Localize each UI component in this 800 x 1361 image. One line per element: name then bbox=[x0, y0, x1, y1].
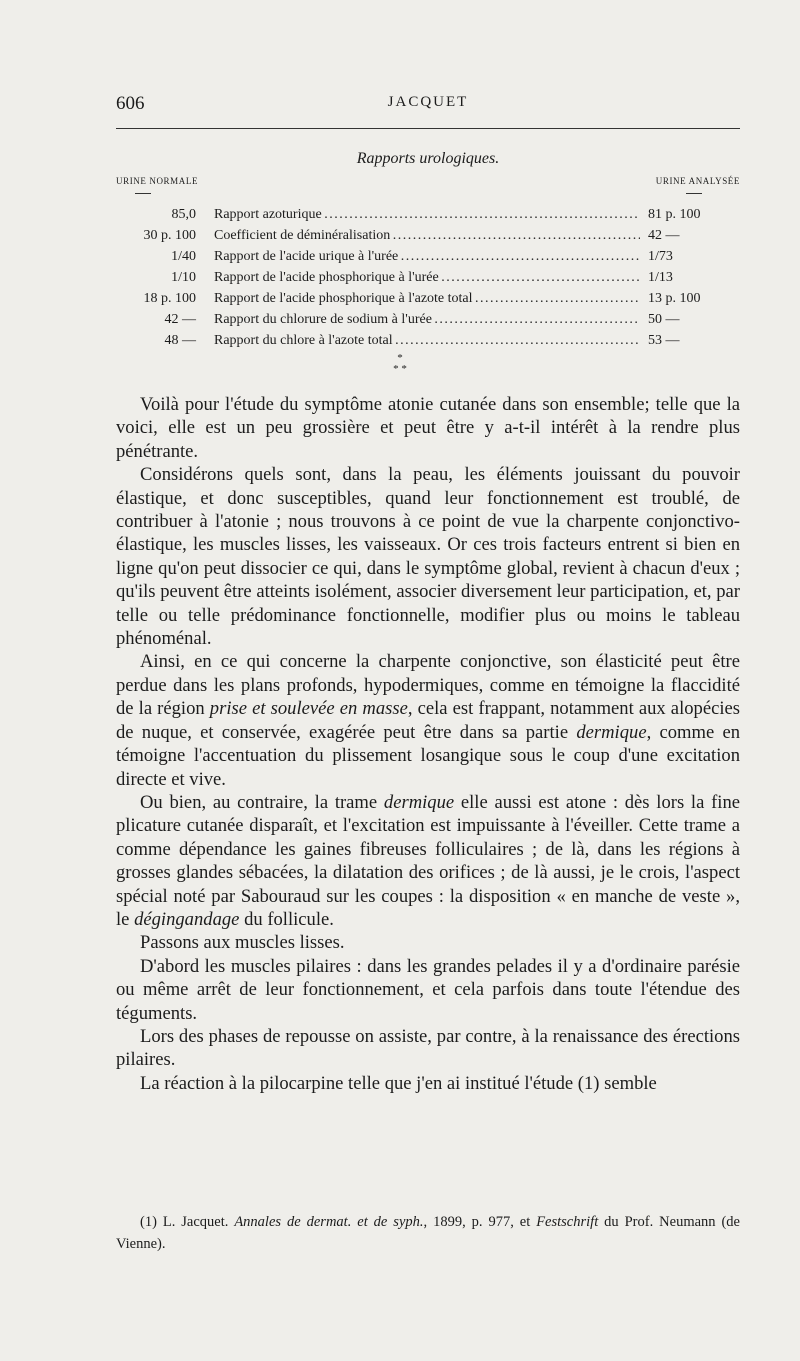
analysed-value: 13 p. 100 bbox=[648, 291, 701, 306]
column-dash-right bbox=[686, 193, 702, 194]
footnote: (1) L. Jacquet. Annales de dermat. et de syph., 1899, p. 977, et Festschrift du Prof. Neumann (de Vienne). bbox=[116, 1214, 740, 1252]
normal-value: 30 p. 100 bbox=[143, 228, 196, 243]
page-number: 606 bbox=[116, 93, 145, 114]
table-title: Rapports urologiques. bbox=[356, 150, 500, 167]
normal-value: 1/10 bbox=[171, 270, 196, 285]
paragraph: Ainsi, en ce qui concerne la charpente conjonctive, son élasticité peut être perdue dans les plans profonds, hypodermiques, comme en témoigne la flaccidité de la région prise et soulevée en masse, cela est frappant, notamment aux alopécies de nuque, et conservée, exagérée peut être dans sa partie dermique, comme en témoigne l'accentuation du plissement losangique sous le coup d'une excitation directe et vive. bbox=[116, 651, 740, 790]
table-row bbox=[116, 309, 740, 330]
analysed-value: 1/73 bbox=[648, 249, 673, 264]
emphasis: dermique bbox=[576, 721, 647, 743]
running-head bbox=[116, 93, 740, 119]
normal-value: 1/40 bbox=[171, 249, 196, 264]
table-row bbox=[116, 225, 740, 246]
column-header-normal: URINE NORMALE bbox=[116, 176, 199, 186]
paragraph: Lors des phases de repousse on assiste, par contre, à la renaissance des érections pilaires. bbox=[116, 1025, 740, 1071]
row-label: Rapport de l'acide urique à l'urée . . . bbox=[214, 246, 640, 267]
urology-table bbox=[116, 204, 740, 351]
emphasis: dégingandage bbox=[134, 908, 240, 930]
body-text bbox=[116, 393, 740, 1095]
row-label: Rapport du chlorure de sodium à l'urée . . . bbox=[214, 309, 640, 330]
row-label: Rapport de l'acide phosphorique à l'urée . . . bbox=[214, 267, 640, 288]
table-row bbox=[116, 204, 740, 225]
section-separator: * * * bbox=[393, 352, 407, 375]
row-label: Rapport du chlore à l'azote total . . . bbox=[214, 330, 640, 351]
table-row bbox=[116, 330, 740, 351]
emphasis: prise et soulevée en masse bbox=[209, 698, 408, 720]
paragraph: Voilà pour l'étude du symptôme atonie cutanée dans son ensemble; telle que la voici, elle est un peu grossière et peut être y a-t-il intérêt à la rendre plus pénétrante. bbox=[116, 394, 740, 462]
festschrift-title: Festschrift bbox=[536, 1214, 599, 1230]
column-header-analysed: URINE ANALYSÉE bbox=[655, 176, 740, 186]
table-row bbox=[116, 288, 740, 309]
column-dash-left bbox=[135, 193, 151, 194]
row-label: Rapport de l'acide phosphorique à l'azote total . . . bbox=[214, 288, 640, 309]
normal-value: 18 p. 100 bbox=[143, 291, 196, 306]
analysed-value: 50 — bbox=[648, 312, 680, 327]
table-row bbox=[116, 267, 740, 288]
normal-value: 85,0 bbox=[171, 207, 196, 222]
running-title: JACQUET bbox=[387, 94, 469, 110]
paragraph: Ou bien, au contraire, la trame dermique elle aussi est atone : dès lors la fine plicature cutanée disparaît, et l'excitation est impuissante à l'éveiller. Cette trame a comme dépendance les gaines fibreuses folliculaires ; de là, dans les régions à grosses glandes sébacées, la dilatation des orifices ; de là aussi, je le crois, l'aspect spécial noté par Sabouraud sur les coupes : la disposition « en manche de veste », le dégingandage du follicule. bbox=[116, 791, 740, 930]
normal-value: 42 — bbox=[164, 312, 196, 327]
analysed-value: 1/13 bbox=[648, 270, 673, 285]
analysed-value: 53 — bbox=[648, 333, 680, 348]
row-label: Coefficient de déminéralisation . . . bbox=[214, 225, 640, 246]
paragraph: Passons aux muscles lisses. bbox=[140, 932, 345, 954]
paragraph: D'abord les muscles pilaires : dans les grandes pelades il y a d'ordinaire parésie ou même arrêt de leur fonctionnement, et cela parfois dans toute l'étendue des téguments. bbox=[116, 955, 740, 1024]
emphasis: dermique bbox=[383, 791, 455, 813]
journal-title: Annales de dermat. et de syph. bbox=[234, 1214, 424, 1230]
paragraph: La réaction à la pilocarpine telle que j'en ai institué l'étude (1) semble bbox=[140, 1072, 657, 1094]
table-row bbox=[116, 246, 740, 267]
paragraph: Considérons quels sont, dans la peau, les éléments jouissant du pouvoir élastique, et donc susceptibles, quand leur fonctionnement est troublé, de contribuer à l'atonie ; nous trouvons à ce point de vue la charpente conjonctivo-élastique, les muscles lisses, les vaisseaux. Or ces trois facteurs entrent si bien en ligne qu'on peut dissocier ce qui, dans le symptôme global, revient à chacun d'eux ; qu'ils peuvent être atteints isolément, associer diversement leur participation, et, par telle ou telle prédominance fonctionnelle, modifier plus ou moins le tableau phénoménal. bbox=[116, 464, 740, 650]
row-label: Rapport azoturique . . . bbox=[214, 204, 640, 225]
header-rule bbox=[116, 128, 740, 129]
analysed-value: 42 — bbox=[648, 228, 680, 243]
analysed-value: 81 p. 100 bbox=[648, 207, 701, 222]
normal-value: 48 — bbox=[164, 333, 196, 348]
